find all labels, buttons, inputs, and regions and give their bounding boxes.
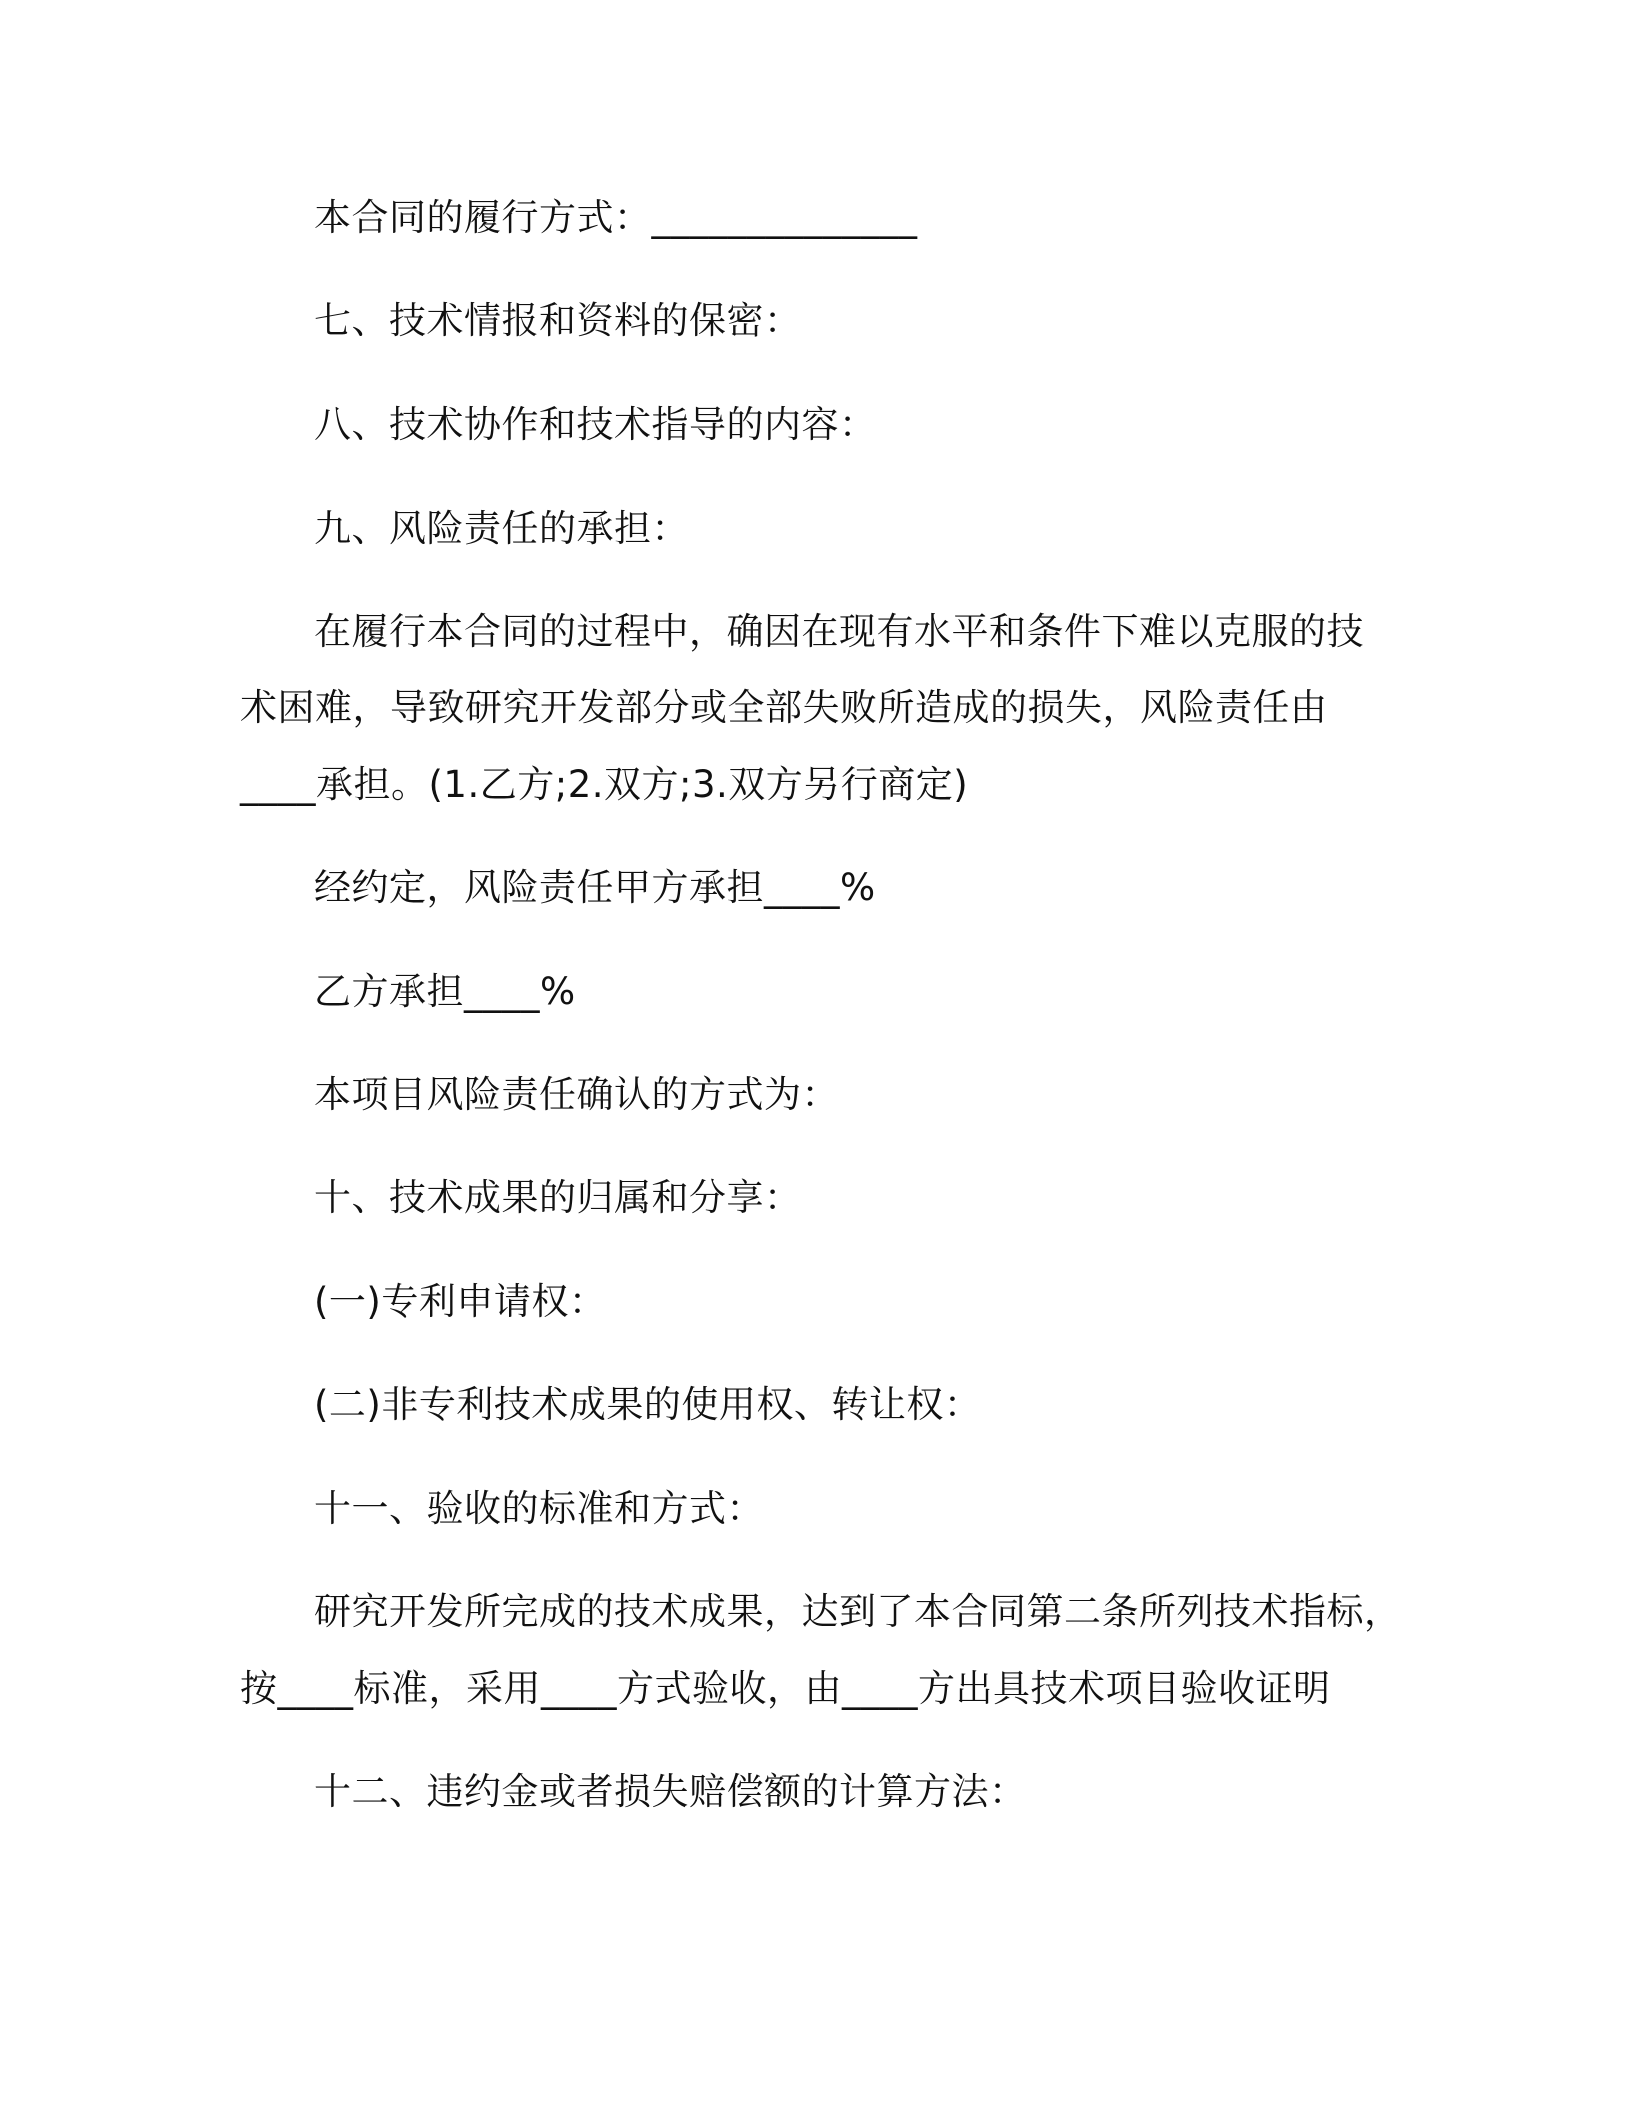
party-a-risk-share: 经约定，风险责任甲方承担____% (314, 866, 876, 909)
risk-paragraph-line-1: 在履行本合同的过程中，确因在现有水平和条件下难以克服的技 (314, 610, 1364, 653)
patent-application-right: (一)专利申请权： (314, 1280, 607, 1323)
risk-paragraph-line-3: ____承担。(1.乙方;2.双方;3.双方另行商定) (240, 763, 969, 806)
acceptance-paragraph-line-1: 研究开发所完成的技术成果，达到了本合同第二条所列技术指标， (314, 1590, 1402, 1633)
section-8-heading: 八、技术协作和技术指导的内容： (314, 403, 877, 446)
non-patent-usage-right: (二)非专利技术成果的使用权、转让权： (314, 1383, 982, 1426)
section-7-heading: 七、技术情报和资料的保密： (314, 299, 802, 342)
section-11-heading: 十一、验收的标准和方式： (314, 1487, 764, 1530)
risk-confirmation-method: 本项目风险责任确认的方式为： (314, 1073, 839, 1116)
party-b-risk-share: 乙方承担____% (314, 970, 576, 1013)
section-10-heading: 十、技术成果的归属和分享： (314, 1176, 802, 1219)
section-9-heading: 九、风险责任的承担： (314, 507, 689, 550)
performance-method-line: 本合同的履行方式：______________ (314, 196, 918, 239)
section-12-heading: 十二、违约金或者损失赔偿额的计算方法： (314, 1770, 1027, 1813)
risk-paragraph-line-2: 术困难，导致研究开发部分或全部失败所造成的损失，风险责任由 (240, 686, 1328, 729)
acceptance-paragraph-line-2: 按____标准，采用____方式验收，由____方出具技术项目验收证明 (240, 1667, 1331, 1710)
